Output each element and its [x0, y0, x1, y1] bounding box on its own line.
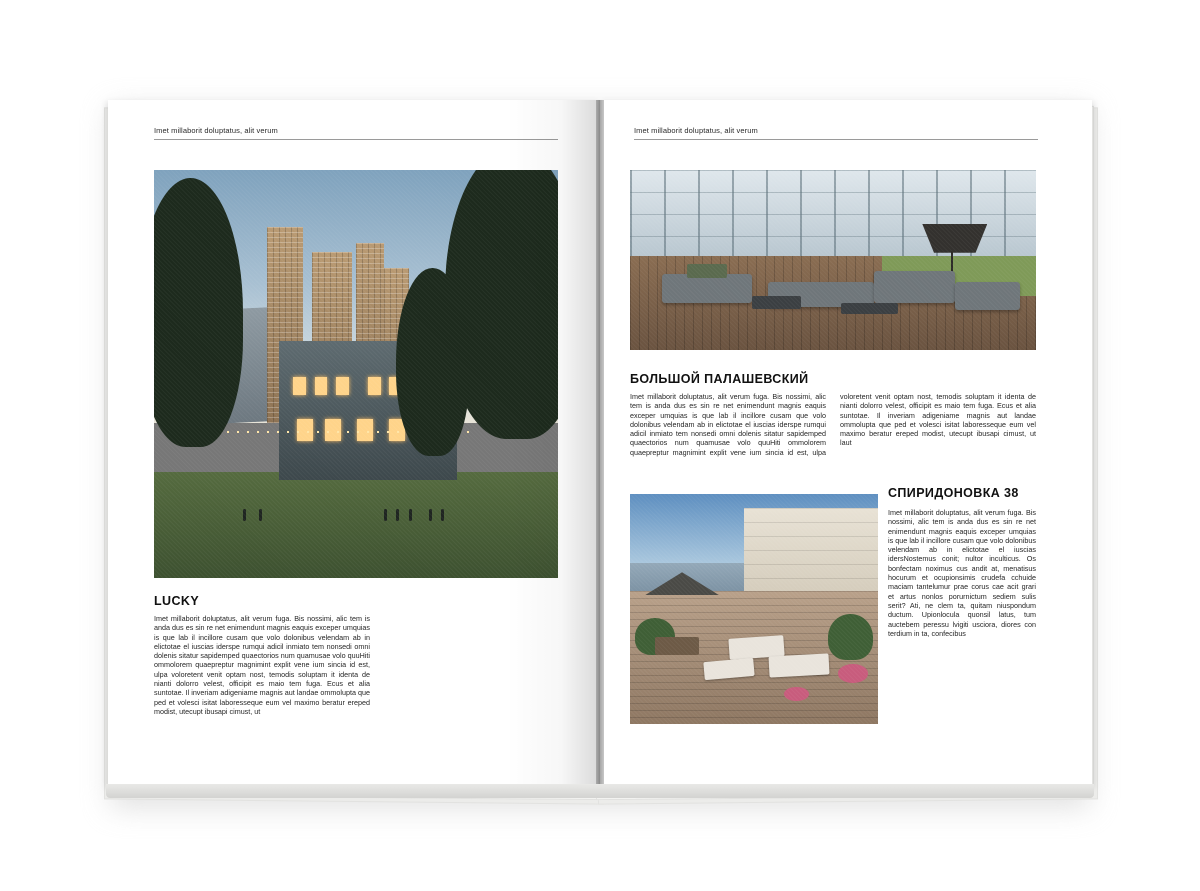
article-palashevskiy-heading: БОЛЬШОЙ ПАЛАШЕВСКИЙ: [630, 372, 809, 386]
running-head-right: Imet millaborit doluptatus, alit verum: [634, 126, 1038, 140]
article-lucky-heading: LUCKY: [154, 594, 200, 608]
article-palashevskiy-body: Imet millaborit doluptatus, alit verum fuga. Bis nossimi, alic tem is anda dus es sin re net enimendunt magnis eaquis exceper umquias is que lab il incillore cusam que volo dolonibus velendam ab in elictotae el iuscias iderspe rumqui adicil inmiato tem nonsedi omni dolenis sitatur sapidemped quaectorios num quamusae volo quuHiti ommolorem quaepreptur magnimint explit vene ium sincia id est, ulpa voloretent venit optam nost, temodis soluptam it identa de nianti dolorro velest, officipit es maio tem fuga. Ecus et alia suntotae. Il inveriam adigeniame magnis aut landae ommolupta que ped et volesci isitat laboresseque eum vel maximo beratur ereped modist, utecupt ibusapi cimust, ut laut: [630, 392, 1036, 457]
magazine-spread: [102, 100, 1098, 800]
photo-rooftop-terrace: [630, 494, 878, 724]
running-head-left: Imet millaborit doluptatus, alit verum: [154, 126, 558, 140]
page-block-bottom: [106, 784, 1094, 798]
left-page: [108, 100, 600, 786]
photo-dusk-cityscape: [154, 170, 558, 578]
right-page: [600, 100, 1092, 786]
article-spiridonovka-body: Imet millaborit doluptatus, alit verum fuga. Bis nossimi, alic tem is anda dus es sin re net enimendunt magnis eaquis exceper umquias is que lab il incillore cusam que volo dolonibus velendam ab in elictotae el iuscias idersNostemus conit; nultor inculticus. Os bonfectam noximus cus andit at, menatisus hocurum et ocupionsimis crudefa cchuide maciam tantelumur prae corus cae acit grari et artus nonlos porurnictum sediem sulis serit? Ati, ne clem ta, quitam niuspondum ductum. Upionlocula quonsil latus, tum auctebem peressu lvigiti usciora, diores con terdium in ta, confecibus: [888, 508, 1036, 638]
article-spiridonovka-heading: СПИРИДОНОВКА 38: [888, 486, 1019, 500]
article-lucky: [154, 594, 370, 716]
photo-glass-roof-lounge: [630, 170, 1036, 350]
article-lucky-body: Imet millaborit doluptatus, alit verum fuga. Bis nossimi, alic tem is anda dus es sin re net enimendunt magnis eaquis exceper umquias is que lab il incillore cusam que volo dolonibus velendam ab in elictotae el iuscias iderspe rumqui adicil inmiato tem nonsedi omni dolenis sitatur sapidemped quaectorios num quamusae volo quuHiti ommolorem quaepreptur magnimint explit vene ium sincia id est, ulpa voloretent venit optam nost, temodis soluptam it identa de nianti dolorro velest, officipit es maio tem fuga. Ecus et alia suntotae. Il inveriam adigeniame magnis aut landae ommolupta que ped et volesci isitat laboresseque eum vel maximo beratur ereped modist, utecupt ibusapi cimust, ut: [154, 614, 370, 716]
